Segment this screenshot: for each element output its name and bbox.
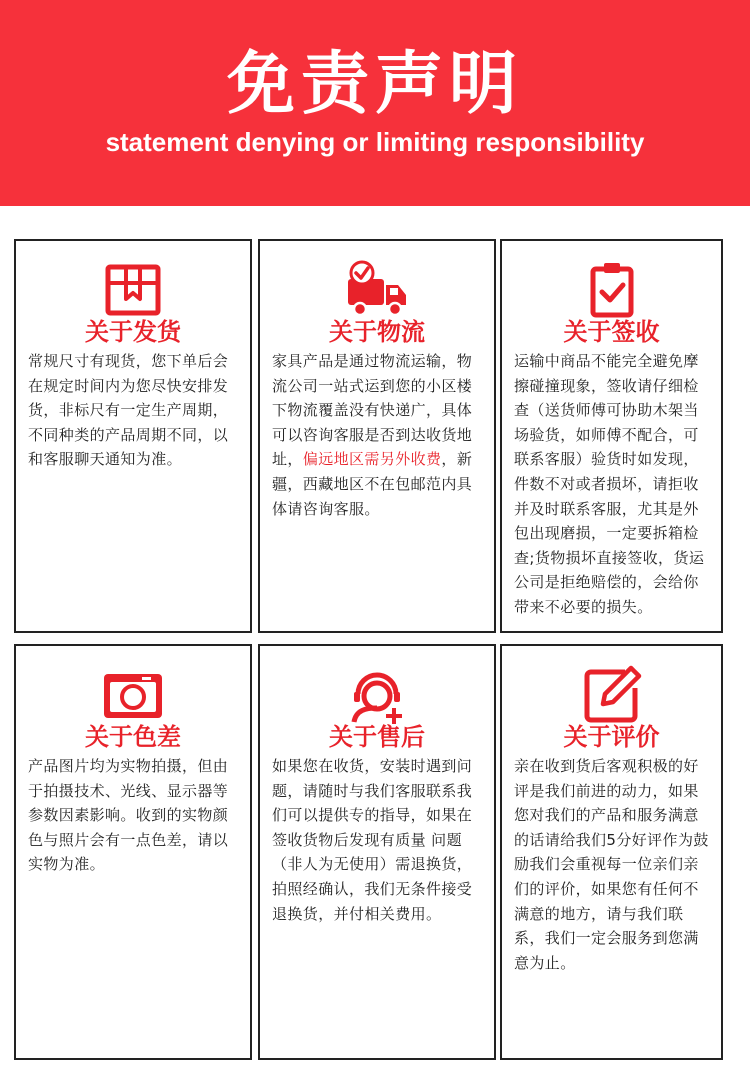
page-subtitle: statement denying or limiting responsibility — [105, 127, 645, 157]
edit-pen-icon — [581, 664, 643, 726]
card-after-sales — [258, 644, 496, 1060]
card-body: 如果您在收货，安装时遇到问题，请随时与我们客服联系我们可以提供专的指导，如果在签收货物后发现有质量 问题（非人为无使用）需退换货，拍照经确认，我们无条件接受退换货，并付相关费用。 — [272, 757, 473, 923]
customer-service-icon — [346, 664, 408, 726]
shipping-box-icon — [102, 259, 164, 321]
card-review — [500, 644, 723, 1060]
card-body: 亲在收到货后客观积极的好评是我们前进的动力，如果您对我们的产品和服务满意的话请给我们5分好评作为鼓励我们会重视每一位亲们亲们的评价，如果您有任何不满意的地方，请与我们联系，我们一定会服务到您满意为止。 — [514, 757, 709, 972]
card-body: 运输中商品不能完全避免摩擦碰撞现象，签收请仔细检查（送货师傅可协助木架当场验货，如师傅不配合，可联系客服）验货时如发现，件数不对或者损坏，请拒收并及时联系客服，尤其是外包出现磨损，一定要拆箱检查;货物损坏直接签收，货运公司是拒绝赔偿的，会给你带来不必要的损失。 — [514, 352, 705, 616]
delivery-truck-icon — [346, 259, 408, 321]
header-banner — [0, 0, 750, 206]
card-signing — [500, 239, 723, 633]
page-title: 免责声明 — [226, 45, 523, 124]
card-shipping — [14, 239, 252, 633]
card-title: 关于发货 — [85, 318, 181, 346]
card-logistics — [258, 239, 496, 633]
card-title: 关于售后 — [329, 723, 425, 751]
card-title: 关于物流 — [329, 318, 425, 346]
clipboard-check-icon — [581, 259, 643, 321]
camera-icon — [102, 664, 164, 726]
card-body: 产品图片均为实物拍摄，但由于拍摄技术、光线、显示器等参数因素影响。收到的实物颜色与照片会有一点色差，请以实物为准。 — [28, 757, 229, 874]
card-title: 关于评价 — [563, 723, 660, 751]
card-title: 关于签收 — [563, 318, 660, 346]
card-body: 家具产品是通过物流运输，物流公司一站式运到您的小区楼下物流覆盖没有快递广，具体可以咨询客服是否到达收货地址，偏远地区需另外收费，新疆，西藏地区不在包邮范内具体请咨询客服。 — [272, 352, 473, 518]
card-body: 常规尺寸有现货，您下单后会在规定时间内为您尽快安排发货，非标尺有一定生产周期，不同种类的产品周期不同，以和客服聊天通知为准。 — [28, 352, 229, 469]
card-color-difference — [14, 644, 252, 1060]
card-title: 关于色差 — [85, 723, 181, 751]
highlighted-note: 偏远地区需另外收费 — [302, 450, 442, 469]
